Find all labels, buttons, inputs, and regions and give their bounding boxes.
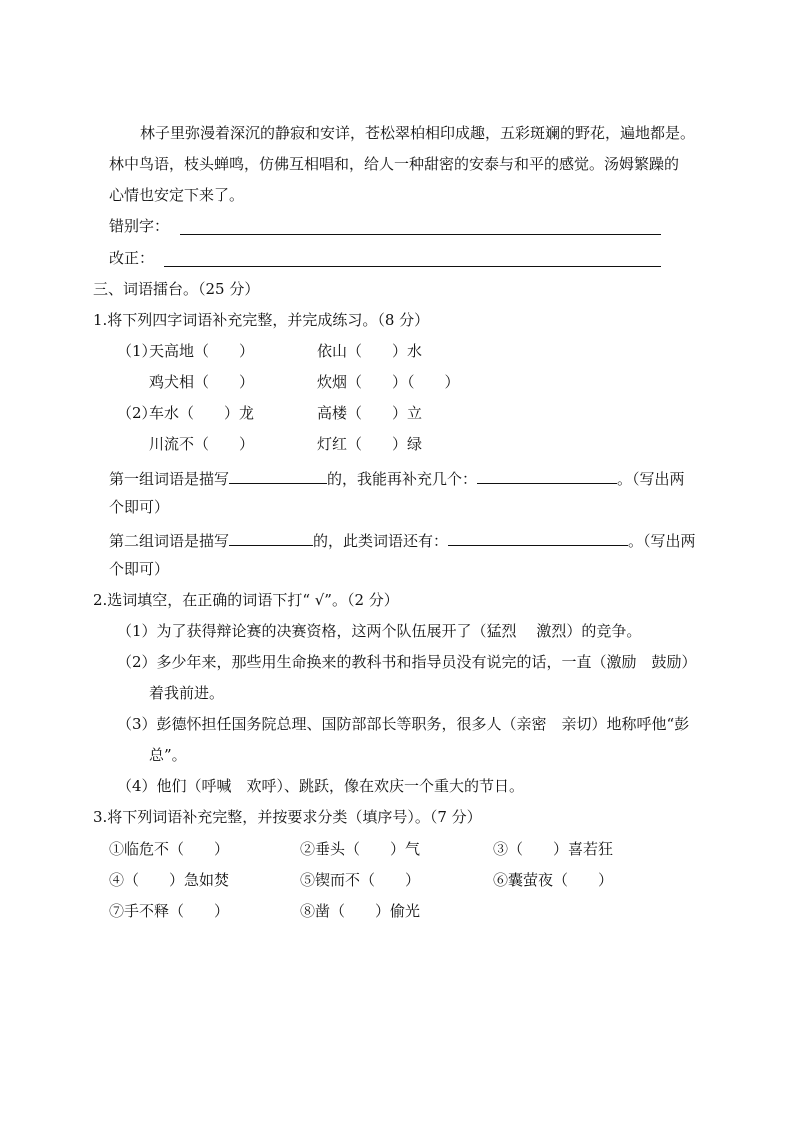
q1-sentence-2 xyxy=(109,531,696,549)
q1-blank[interactable] xyxy=(229,531,313,546)
passage-line-2: 林中鸟语，枝头蝉鸣，仿佛互相唱和，给人一种甜密的安泰与和平的感觉。汤姆繁躁的 xyxy=(109,155,680,173)
q1-idiom: 炊烟（ ）（ ） xyxy=(317,373,460,391)
q1-idiom: 依山（ ）水 xyxy=(317,342,423,360)
q2-item-3-cont: 总”。 xyxy=(149,746,187,764)
q1-group1-number: （1） xyxy=(117,342,157,360)
q3-word: ⑤锲而不（ ） xyxy=(300,871,421,889)
q2-title: 2.选词填空，在正确的词语下打“ √”。（2 分） xyxy=(93,591,399,609)
q3-word: ③（ ）喜若狂 xyxy=(493,840,614,858)
wrong-chars-label: 错别字： xyxy=(109,217,170,235)
q2-item-2-cont: 着我前进。 xyxy=(149,684,225,702)
q3-word: ⑧凿（ ）偷光 xyxy=(300,902,421,920)
q3-word: ②垂头（ ）气 xyxy=(300,840,421,858)
correction-answer-line[interactable] xyxy=(164,266,661,267)
q1-idiom: 川流不（ ） xyxy=(149,435,255,453)
q2-item-1: （1）为了获得辩论赛的决赛资格，这两个队伍展开了（猛烈 激烈）的竞争。 xyxy=(117,622,642,640)
q1-sentence-2-cont: 个即可） xyxy=(109,560,170,578)
q1-title: 1.将下列四字词语补充完整，并完成练习。（8 分） xyxy=(93,311,430,329)
q1-sentence-2-part-b: 的，此类词语还有： xyxy=(313,532,449,550)
q3-word: ④（ ）急如焚 xyxy=(109,871,230,889)
q1-sentence-1 xyxy=(109,469,685,487)
q1-sentence-1-cont: 个即可） xyxy=(109,498,170,516)
q1-idiom: 天高地（ ） xyxy=(149,342,255,360)
q1-group2-number: （2） xyxy=(117,404,157,422)
q2-item-2: （2）多少年来，那些用生命换来的教科书和指导员没有说完的话，一直（激励 鼓励） xyxy=(117,653,697,671)
wrong-chars-answer-line[interactable] xyxy=(180,234,661,235)
passage-line-3: 心情也安定下来了。 xyxy=(109,186,245,204)
q3-word: ①临危不（ ） xyxy=(109,840,230,858)
q3-word: ⑥囊萤夜（ ） xyxy=(493,871,614,889)
q3-word: ⑦手不释（ ） xyxy=(109,902,230,920)
q1-idiom: 鸡犬相（ ） xyxy=(149,373,255,391)
q1-blank[interactable] xyxy=(229,469,327,484)
q1-blank[interactable] xyxy=(448,531,628,546)
q1-idiom: 高楼（ ）立 xyxy=(317,404,423,422)
q1-sentence-1-part-b: 的，我能再补充几个： xyxy=(327,470,478,488)
q3-title: 3.将下列词语补充完整，并按要求分类（填序号）。（7 分） xyxy=(93,808,482,826)
correction-label: 改正： xyxy=(109,249,155,267)
q2-item-3: （3）彭德怀担任国务院总理、国防部部长等职务，很多人（亲密 亲切）地称呼他“彭 xyxy=(117,715,690,733)
passage-line-1: 林子里弥漫着深沉的静寂和安详，苍松翠柏相印成趣，五彩斑斓的野花，遍地都是。 xyxy=(140,124,696,142)
q2-item-4: （4）他们（呼喊 欢呼）、跳跃，像在欢庆一个重大的节日。 xyxy=(117,777,525,795)
q1-blank[interactable] xyxy=(477,469,617,484)
q1-idiom: 车水（ ）龙 xyxy=(149,404,255,422)
q1-idiom: 灯红（ ）绿 xyxy=(317,435,423,453)
q1-sentence-1-part-c: 。（写出两 xyxy=(617,470,685,488)
q1-sentence-2-part-c: 。（写出两 xyxy=(628,532,696,550)
section-heading: 三、词语擂台。（25 分） xyxy=(93,280,260,298)
q1-sentence-1-part-a: 第一组词语是描写 xyxy=(109,470,230,488)
q1-sentence-2-part-a: 第二组词语是描写 xyxy=(109,532,230,550)
